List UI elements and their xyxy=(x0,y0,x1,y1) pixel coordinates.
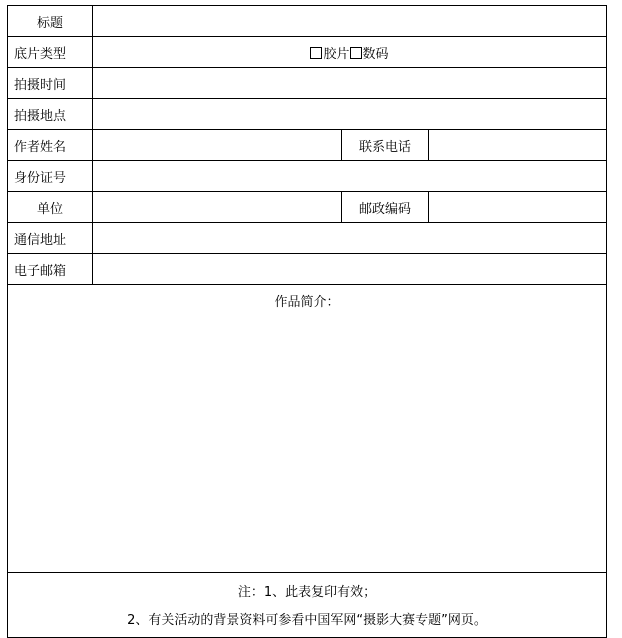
form-table xyxy=(7,5,607,638)
title-row xyxy=(8,6,607,37)
address-field[interactable] xyxy=(93,223,607,254)
notes-row xyxy=(8,573,607,638)
notes-cell xyxy=(8,573,607,638)
author-row xyxy=(8,130,607,161)
postcode-field[interactable] xyxy=(429,192,607,223)
intro-row xyxy=(8,285,607,573)
film-type-field xyxy=(93,37,607,68)
id-number-field[interactable] xyxy=(93,161,607,192)
film-type-row xyxy=(8,37,607,68)
digital-option-label: 数码 xyxy=(362,46,389,62)
employer-label: 单位 xyxy=(8,192,93,223)
shoot-place-row xyxy=(8,99,607,130)
shoot-place-label: 拍摄地点 xyxy=(8,99,93,130)
shoot-place-field[interactable] xyxy=(93,99,607,130)
digital-option[interactable] xyxy=(350,43,389,62)
title-label: 标题 xyxy=(8,6,93,37)
film-type-label: 底片类型 xyxy=(8,37,93,68)
phone-field[interactable] xyxy=(429,130,607,161)
intro-field[interactable] xyxy=(8,285,607,573)
shoot-time-label: 拍摄时间 xyxy=(8,68,93,99)
email-row xyxy=(8,254,607,285)
email-field[interactable] xyxy=(93,254,607,285)
shoot-time-field[interactable] xyxy=(93,68,607,99)
note-line-1: 注：1、此表复印有效； xyxy=(237,585,377,600)
film-checkbox[interactable] xyxy=(310,47,322,59)
film-option[interactable] xyxy=(310,43,349,62)
id-number-row xyxy=(8,161,607,192)
address-label: 通信地址 xyxy=(8,223,93,254)
author-name-label: 作者姓名 xyxy=(8,130,93,161)
submission-form xyxy=(7,5,606,626)
phone-label: 联系电话 xyxy=(342,130,429,161)
employer-row xyxy=(8,192,607,223)
author-name-field[interactable] xyxy=(93,130,342,161)
film-option-label: 胶片 xyxy=(323,46,350,62)
email-label: 电子邮箱 xyxy=(8,254,93,285)
title-field[interactable] xyxy=(93,6,607,37)
digital-checkbox[interactable] xyxy=(350,47,362,59)
intro-label: 作品简介： xyxy=(274,295,340,310)
postcode-label: 邮政编码 xyxy=(342,192,429,223)
note-line-2: 2、有关活动的背景资料可参看中国军网“摄影大赛专题”网页。 xyxy=(127,613,487,628)
shoot-time-row xyxy=(8,68,607,99)
address-row xyxy=(8,223,607,254)
employer-field[interactable] xyxy=(93,192,342,223)
id-number-label: 身份证号 xyxy=(8,161,93,192)
